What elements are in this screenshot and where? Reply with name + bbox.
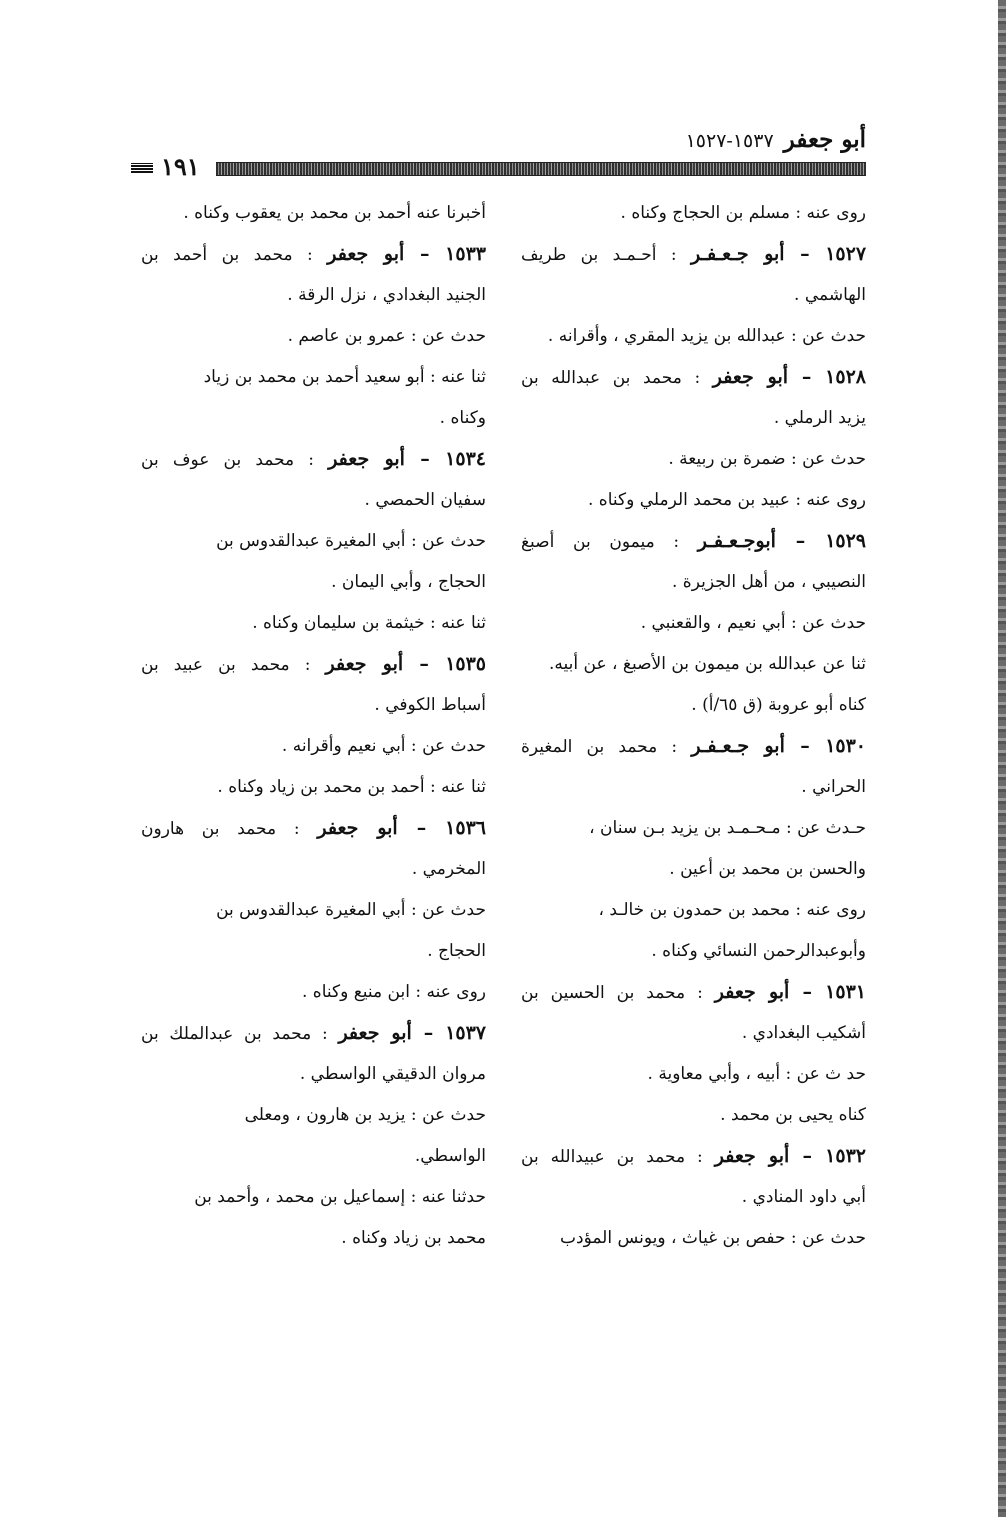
entry-name: : أحـمـد بن طريف (521, 245, 677, 265)
text-line: ثنا عنه : خيثمة بن سليمان وكناه . (252, 613, 486, 633)
entry-range: ١٥٣٧-١٥٢٧ (685, 130, 774, 152)
text-line: حـدث عن : مـحـمـد بن يزيد بـن سنان ، (589, 818, 866, 838)
text-line: الواسطي. (414, 1146, 486, 1166)
text-line: سفيان الحمصي . (364, 490, 486, 510)
band-fill (216, 162, 866, 176)
text-line: حد ث عن : أبيه ، وأبي معاوية . (647, 1064, 866, 1084)
text-line: الهاشمي . (794, 285, 866, 305)
entry-kunya: أبو جعفر (714, 981, 790, 1003)
entry-kunya: أبو جـعـفـر (691, 735, 785, 757)
text-line: يزيد الرملي . (773, 408, 866, 428)
entry-dash: – (789, 1145, 826, 1167)
entry-kunya: أبو جعفر (328, 448, 405, 470)
left-column (141, 193, 486, 1259)
entry-name: : محمد بن هارون (141, 819, 300, 839)
entry-heading-line (141, 808, 486, 849)
text-line: حدث عن : ضمرة بن ربيعة . (668, 449, 866, 469)
entry-dash: – (789, 981, 826, 1003)
entry-name: : محمد بن عبدالله بن (521, 368, 701, 388)
entry-number: ١٥٢٩ (825, 530, 866, 552)
text-line: حدثنا عنه : إسماعيل بن محمد ، وأحمد بن (194, 1187, 486, 1207)
text-line: روى عنه : مسلم بن الحجاج وكناه . (620, 203, 866, 223)
entry-dash: – (404, 448, 446, 470)
entry-heading-line (141, 439, 486, 480)
running-title: أبو جعفر (783, 126, 866, 153)
entry-number: ١٥٣٥ (445, 653, 486, 675)
entry-kunya: أبو جـعـفـر (690, 243, 785, 265)
entry-kunya: أبو جعفر (712, 366, 789, 388)
entry-heading-line (521, 1136, 866, 1177)
entry-kunya: أبوجـعـفـر (697, 530, 776, 552)
entry-name: : محمد بن عبيد بن (141, 655, 311, 675)
entry-number: ١٥٣١ (825, 981, 866, 1003)
entry-dash: – (784, 243, 826, 265)
text-line: النصيبي ، من أهل الجزيرة . (672, 572, 866, 592)
text-line: الحجاج . (427, 941, 486, 961)
text-line: حدث عن : أبي نعيم ، والقعنبي . (640, 613, 866, 633)
text-line: حدث عن : أبي المغيرة عبدالقدوس بن (216, 531, 486, 551)
entry-number: ١٥٣٧ (445, 1022, 486, 1044)
entry-number: ١٥٣٢ (825, 1145, 866, 1167)
entry-name: : ميمون بن أصبغ (521, 532, 680, 552)
header-ornamental-band (131, 152, 866, 181)
entry-heading-line (521, 726, 866, 767)
entry-heading-line (521, 234, 866, 275)
entry-kunya: أبو جعفر (325, 653, 404, 675)
entry-heading-line (521, 357, 866, 398)
text-line: والحسن بن محمد بن أعين . (669, 859, 866, 879)
text-line: أسباط الكوفي . (374, 695, 486, 715)
entry-number: ١٥٢٧ (825, 243, 866, 265)
text-line: وأبوعبدالرحمن النسائي وكناه . (651, 941, 866, 961)
text-line: كناه أبو عروبة (ق ٦٥/أ) . (691, 695, 866, 715)
entry-name: : محمد بن الحسين بن (521, 983, 703, 1003)
page-edge-rule (998, 0, 1006, 1517)
entry-name: : محمد بن عوف بن (141, 450, 315, 470)
entry-heading-line (141, 1013, 486, 1054)
page-header (131, 120, 866, 184)
text-line: المخرمي . (411, 859, 486, 879)
text-line: أشكيب البغدادي . (741, 1023, 866, 1043)
text-line: أبي داود المنادي . (741, 1187, 866, 1207)
text-line: حدث عن : يزيد بن هارون ، ومعلى (244, 1105, 486, 1125)
text-line: حدث عن : أبي المغيرة عبدالقدوس بن (216, 900, 486, 920)
text-line: روى عنه : عبيد بن محمد الرملي وكناه . (587, 490, 866, 510)
entry-dash: – (411, 1022, 446, 1044)
entry-number: ١٥٣٠ (825, 735, 866, 757)
entry-heading-line (521, 521, 866, 562)
entry-heading-line (521, 972, 866, 1013)
entry-name: : محمد بن عبدالملك بن (141, 1024, 328, 1044)
right-column (521, 193, 866, 1259)
header-title-row (686, 126, 866, 153)
entry-dash: – (403, 653, 446, 675)
text-line: محمد بن زياد وكناه . (341, 1228, 486, 1248)
text-line: وكناه . (439, 408, 486, 428)
text-line: روى عنه : محمد بن حمدون بن خالـد ، (598, 900, 866, 920)
entry-number: ١٥٣٦ (445, 817, 486, 839)
entry-heading-line (141, 234, 486, 275)
text-line: كناه يحيى بن محمد . (720, 1105, 866, 1125)
text-line: الجنيد البغدادي ، نزل الرقة . (287, 285, 486, 305)
text-line: روى عنه : ابن منيع وكناه . (302, 982, 486, 1002)
text-line: حدث عن : عمرو بن عاصم . (287, 326, 486, 346)
entry-kunya: أبو جعفر (338, 1022, 412, 1044)
entry-name: : محمد بن المغيرة (521, 737, 678, 757)
entry-number: ١٥٣٤ (445, 448, 486, 470)
entry-dash: – (397, 817, 446, 839)
text-line: حدث عن : أبي نعيم وأقرانه . (281, 736, 486, 756)
text-line: الحجاج ، وأبي اليمان . (331, 572, 486, 592)
text-line: ثنا عن عبدالله بن ميمون بن الأصبغ ، عن أبيه. (549, 654, 866, 674)
entry-name: : محمد بن أحمد بن (141, 245, 313, 265)
text-line: أخبرنا عنه أحمد بن محمد بن يعقوب وكناه . (183, 203, 486, 223)
text-line: ثنا عنه : أبو سعيد أحمد بن محمد بن زياد (203, 367, 486, 387)
entry-kunya: أبو جعفر (714, 1145, 790, 1167)
entry-dash: – (784, 735, 826, 757)
text-line: مروان الدقيقي الواسطي . (299, 1064, 486, 1084)
entry-dash: – (788, 366, 826, 388)
text-line: ثنا عنه : أحمد بن محمد بن زياد وكناه . (217, 777, 486, 797)
entry-name: : محمد بن عبيدالله بن (521, 1147, 703, 1167)
entry-kunya: أبو جعفر (317, 817, 398, 839)
entry-dash: – (775, 530, 826, 552)
text-line: حدث عن : عبدالله بن يزيد المقري ، وأقرانه . (547, 326, 866, 346)
entry-heading-line (141, 644, 486, 685)
band-tail (131, 163, 153, 173)
entry-number: ١٥٣٣ (445, 243, 486, 265)
entry-dash: – (404, 243, 446, 265)
text-line: الحراني . (801, 777, 866, 797)
text-line: حدث عن : حفص بن غياث ، ويونس المؤدب (560, 1228, 866, 1248)
entry-kunya: أبو جعفر (327, 243, 405, 265)
page-number: ١٩١ (155, 154, 206, 180)
entry-number: ١٥٢٨ (825, 366, 866, 388)
